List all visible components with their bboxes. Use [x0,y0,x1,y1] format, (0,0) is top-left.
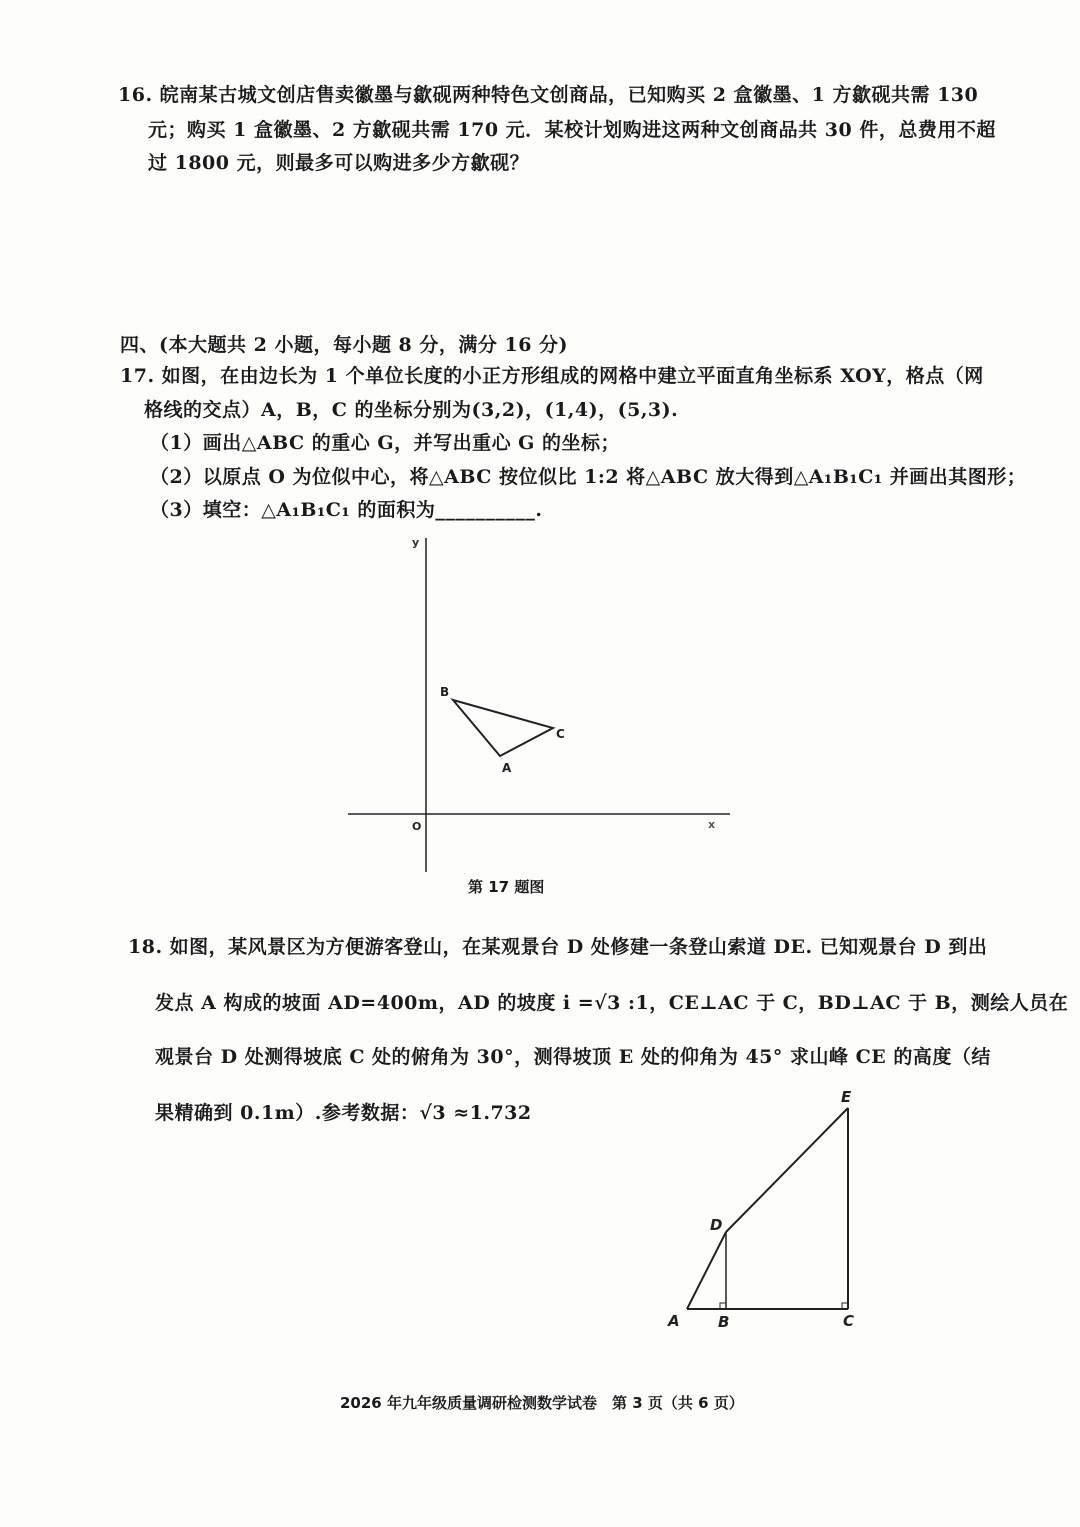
q18-line3: 观景台 D 处测得坡底 C 处的俯角为 30°，测得坡顶 E 处的仰角为 45° 求山峰 CE 的高度（结 [155,1046,991,1068]
section4-heading: 四、(本大题共 2 小题，每小题 8 分，满分 16 分) [120,334,569,356]
point-b-label: B [440,685,450,699]
origin-label: O [412,820,422,833]
label-d: D [710,1216,723,1234]
point-c-label: C [556,727,565,741]
label-a: A [668,1312,680,1330]
q18-line1: 18. 如图，某风景区为方便游客登山，在某观景台 D 处修建一条登山索道 DE. 已知观景台 D 到出 [128,936,988,958]
q16-line2: 元；购买 1 盒徽墨、2 方歙砚共需 170 元．某校计划购进这两种文创商品共 30 件，总费用不超 [148,119,996,141]
q17-figure [340,530,740,875]
triangle-abc [453,700,553,756]
page-footer: 2026 年九年级质量调研检测数学试卷 第 3 页（共 6 页） [340,1394,744,1412]
label-b: B [718,1313,730,1331]
q18-line4: 果精确到 0.1m）.参考数据：√3 ≈1.732 [155,1102,532,1124]
q17-figure-caption: 第 17 题图 [468,878,545,896]
segment-de [726,1108,848,1232]
x-axis-label: x [708,818,716,831]
point-a-label: A [502,761,512,775]
q18-line2: 发点 A 构成的坡面 AD=400m，AD 的坡度 i =√3 :1，CE⊥AC 于 C，BD⊥AC 于 B，测绘人员在 [155,992,1069,1014]
label-c: C [843,1312,855,1330]
y-axis-label: y [412,536,420,549]
q17-part3: （3）填空：△A₁B₁C₁ 的面积为__________. [150,499,543,521]
segment-ad [687,1232,726,1309]
label-e: E [841,1088,852,1106]
q18-figure [660,1080,880,1340]
q16-line3: 过 1800 元，则最多可以购进多少方歙砚？ [148,152,530,174]
q17-line2: 格线的交点）A，B，C 的坐标分别为(3,2)，(1,4)，(5,3). [144,399,679,421]
q16-line1: 16. 皖南某古城文创店售卖徽墨与歙砚两种特色文创商品，已知购买 2 盒徽墨、1 方歙砚共需 130 [118,84,979,106]
q17-part2: （2）以原点 O 为位似中心，将△ABC 按位似比 1:2 将△ABC 放大得到△A₁B₁C₁ 并画出其图形； [150,466,1027,488]
q17-line1: 17. 如图，在由边长为 1 个单位长度的小正方形组成的网格中建立平面直角坐标系 XOY，格点（网 [120,365,984,387]
q17-part1: （1）画出△ABC 的重心 G，并写出重心 G 的坐标； [150,432,621,454]
